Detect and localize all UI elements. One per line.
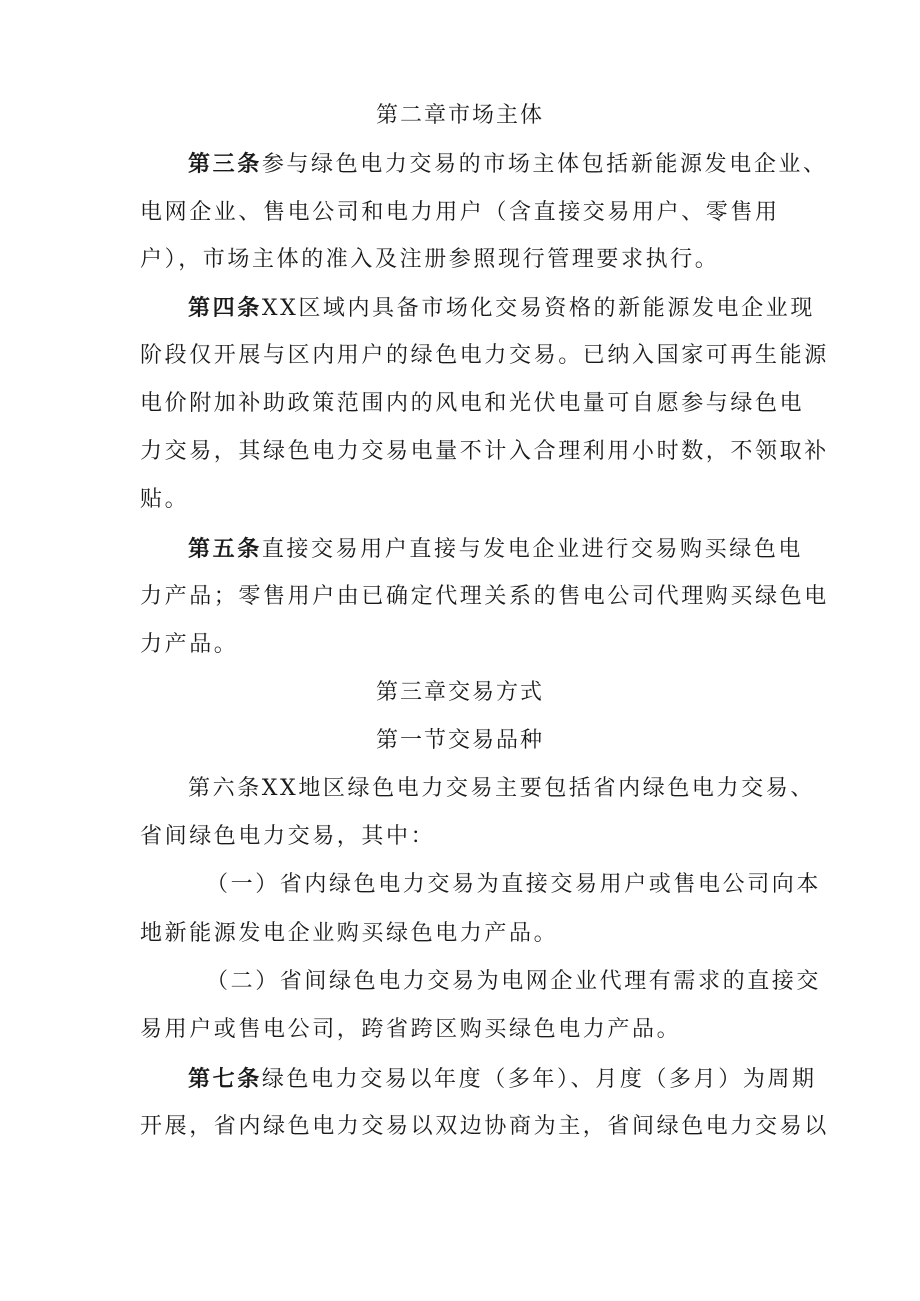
article-4-line-1 — [188, 293, 815, 324]
article-5-line-2: 力产品；零售用户由已确定代理关系的售电公司代理购买绿色电 — [140, 584, 829, 609]
chapter-2-heading: 第二章市场主体 — [375, 103, 544, 128]
section-1-heading: 第一节交易品种 — [375, 728, 544, 753]
article-6-item-1-line-2: 地新能源发电企业购买绿色电力产品。 — [140, 921, 559, 946]
article-7-line-2: 开展，省内绿色电力交易以双边协商为主，省间绿色电力交易以 — [140, 1114, 829, 1139]
article-5-line-1 — [188, 534, 803, 565]
article-5-label: 第五条 — [188, 536, 262, 562]
article-3-line-2: 电网企业、售电公司和电力用户（含直接交易用户、零售用 — [140, 200, 780, 225]
article-4-label: 第四条 — [188, 295, 262, 321]
article-3-line-3: 户），市场主体的准入及注册参照现行管理要求执行。 — [140, 247, 720, 272]
chapter-3-heading: 第三章交易方式 — [375, 680, 544, 705]
article-4-line-2: 阶段仅开展与区内用户的绿色电力交易。已纳入国家可再生能源 — [140, 343, 829, 368]
article-6-item-2-line-2: 易用户或售电公司，跨省跨区购买绿色电力产品。 — [140, 1017, 682, 1042]
article-4-line-3: 电价附加补助政策范围内的风电和光伏电量可自愿参与绿色电 — [140, 391, 805, 416]
article-3-text-1: 参与绿色电力交易的市场主体包括新能源发电企业、 — [261, 152, 828, 177]
article-6-line-1: 第六条XX地区绿色电力交易主要包括省内绿色电力交易、 — [188, 776, 815, 801]
article-7-label: 第七条 — [188, 1066, 262, 1092]
article-3-line-1 — [188, 149, 828, 180]
article-7-text-1: 绿色电力交易以年度（多年）、月度（多月）为周期 — [261, 1067, 817, 1092]
article-3-label: 第三条 — [188, 151, 262, 177]
article-5-text-1: 直接交易用户直接与发电企业进行交易购买绿色电 — [261, 537, 804, 562]
article-7-line-1 — [188, 1064, 817, 1095]
article-4-line-5: 贴。 — [140, 487, 190, 512]
article-6-item-2-line-1: （二）省间绿色电力交易为电网企业代理有需求的直接交 — [206, 969, 822, 994]
article-4-text-1: XX区域内具备市场化交易资格的新能源发电企业现 — [261, 296, 815, 321]
article-6-line-2: 省间绿色电力交易，其中： — [140, 824, 436, 849]
article-6-item-1-line-1: （一）省内绿色电力交易为直接交易用户或售电公司向本 — [206, 872, 822, 897]
article-4-line-4: 力交易，其绿色电力交易电量不计入合理利用小时数，不领取补 — [140, 439, 829, 464]
article-5-line-3: 力产品。 — [140, 632, 239, 657]
